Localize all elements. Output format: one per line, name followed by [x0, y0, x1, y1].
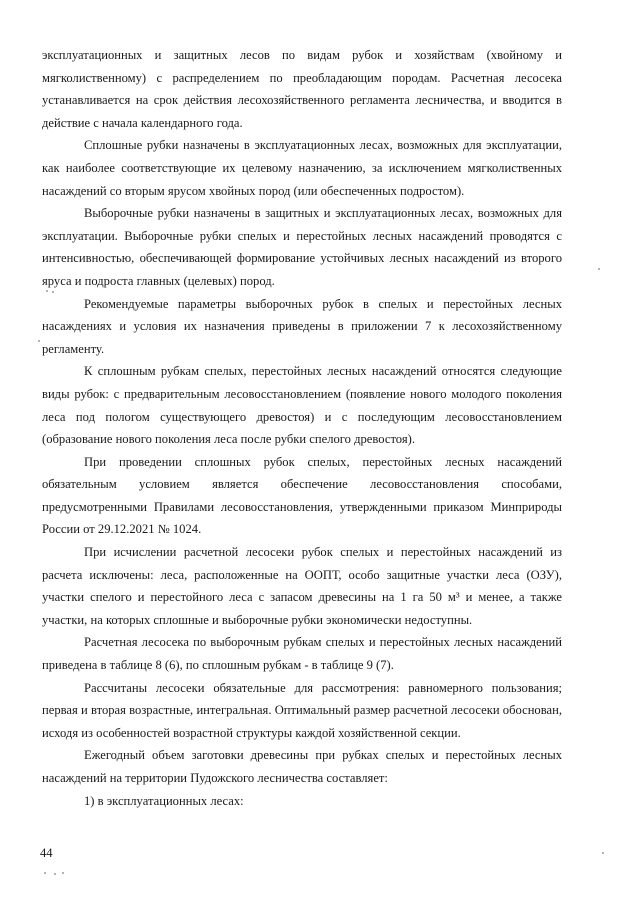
- scan-speck: [46, 290, 48, 292]
- paragraph: 1) в эксплуатационных лесах:: [84, 793, 244, 808]
- scan-speck: [38, 340, 40, 342]
- paragraph: При исчислении расчетной лесосеки рубок спелых и перестойных насаждений из расчета исключены: леса, расположенные на ООПТ, особо защитные участки леса (ОЗУ), участки спелого и перестойного леса с запасом древесины на 1 га 50 м³ и менее, а также участки, на которых сплошные и выборочные рубки экономически недоступны.: [42, 545, 562, 627]
- paragraph: К сплошным рубкам спелых, перестойных лесных насаждений относятся следующие виды рубок: с предварительным лесовосстановлением (появление нового молодого поколения леса под пологом существующего древостоя) и с последующим лесовосстановлением (образование нового поколения леса после рубки спелого древостоя).: [42, 364, 562, 447]
- paragraph: Расчетная лесосека по выборочным рубкам спелых и перестойных лесных насаждений приведена в таблице 8 (6), по сплошным рубкам - в таблице 9 (7).: [42, 635, 562, 673]
- page-number: 44: [40, 846, 53, 860]
- paragraph: Сплошные рубки назначены в эксплуатационных лесах, возможных для эксплуатации, как наиболее соответствующие их целевому назначению, за исключением мягколиственных насаждений со вторым ярусом хвойных пород (или обеспеченных подростом).: [42, 138, 562, 198]
- scan-speck: [602, 852, 604, 854]
- scan-speck: [52, 291, 54, 293]
- scan-speck: [62, 872, 64, 874]
- scan-speck: [598, 268, 600, 270]
- paragraph: Рассчитаны лесосеки обязательные для рассмотрения: равномерного пользования; первая и вторая возрастные, интегральная. Оптимальный размер расчетной лесосеки обоснован, исходя из особенностей возрастной структуры каждой хозяйственной секции.: [42, 680, 562, 740]
- scan-speck: [44, 872, 46, 874]
- paragraph: При проведении сплошных рубок спелых, перестойных лесных насаждений обязательным условием является обеспечение лесовосстановления способами, предусмотренными Правилами лесовосстановления, утвержденными приказом Минприроды России от 29.12.2021 № 1024.: [42, 454, 562, 537]
- paragraph: эксплуатационных и защитных лесов по видам рубок и хозяйствам (хвойному и мягколиственному) с распределением по преобладающим породам. Расчетная лесосека устанавливается на срок действия лесохозяйственного регламента лесничества, и вводится в действие с начала календарного года.: [42, 48, 562, 130]
- paragraph: Рекомендуемые параметры выборочных рубок в спелых и перестойных лесных насаждениях и условия их назначения приведены в приложении 7 к лесохозяйственному регламенту.: [42, 296, 562, 356]
- body-text: [42, 44, 562, 812]
- paragraph: Выборочные рубки назначены в защитных и эксплуатационных лесах, возможных для эксплуатации. Выборочные рубки спелых и перестойных лесных насаждений проводятся с интенсивностью, обеспечивающей формирование устойчивых лесных насаждений из второго яруса и подроста главных (целевых) пород.: [42, 206, 562, 288]
- paragraph: Ежегодный объем заготовки древесины при рубках спелых и перестойных лесных насаждений на территории Пудожского лесничества составляет:: [42, 748, 562, 785]
- scan-speck: [54, 873, 56, 875]
